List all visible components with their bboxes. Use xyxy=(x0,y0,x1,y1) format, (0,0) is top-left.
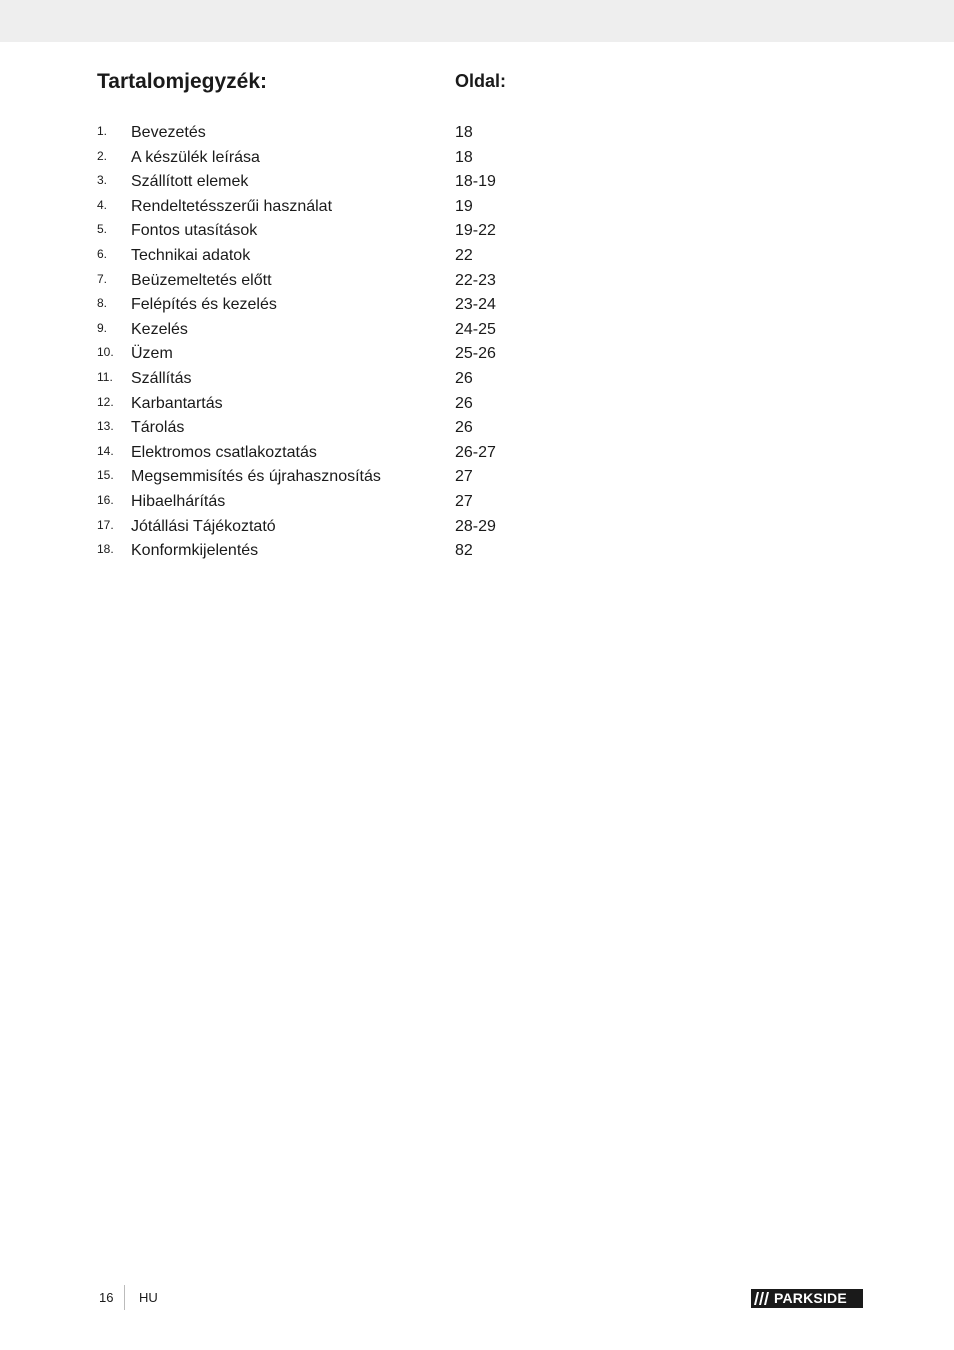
page-column-header: Oldal: xyxy=(455,71,507,91)
footer-divider xyxy=(124,1285,125,1310)
toc-row xyxy=(97,269,657,294)
toc-row xyxy=(97,342,657,367)
toc-page: 26 xyxy=(455,419,473,437)
toc-label: Kezelés xyxy=(131,320,188,338)
toc-row xyxy=(97,515,657,540)
toc-number: 14. xyxy=(97,443,114,458)
toc-label: Üzem xyxy=(131,345,173,363)
toc-number: 12. xyxy=(97,394,114,409)
toc-number: 6. xyxy=(97,246,108,261)
toc-number: 2. xyxy=(97,148,108,163)
toc-number: 3. xyxy=(97,173,108,188)
toc-row xyxy=(97,219,657,244)
footer-page-number: 16 xyxy=(99,1290,114,1305)
toc-row xyxy=(97,195,657,220)
toc-number: 16. xyxy=(97,492,114,507)
toc-label: Karbantartás xyxy=(131,394,223,412)
footer-language: HU xyxy=(139,1290,158,1305)
parkside-logo xyxy=(751,1289,863,1308)
toc-label: Szállított elemek xyxy=(131,173,249,191)
toc-page: 22 xyxy=(455,246,473,264)
toc-label: Felépítés és kezelés xyxy=(131,296,277,314)
toc-list xyxy=(97,121,657,564)
toc-number: 9. xyxy=(97,320,108,335)
toc-row xyxy=(97,392,657,417)
toc-row xyxy=(97,170,657,195)
toc-page: 26 xyxy=(455,394,473,412)
toc-page: 28-29 xyxy=(455,517,496,535)
toc-page: 18 xyxy=(455,148,473,166)
toc-number: 13. xyxy=(97,419,114,434)
toc-page: 23-24 xyxy=(455,296,496,314)
toc-number: 11. xyxy=(97,369,113,384)
toc-row xyxy=(97,539,657,564)
toc-row xyxy=(97,465,657,490)
toc-page: 26-27 xyxy=(455,443,496,461)
toc-row xyxy=(97,441,657,466)
toc-label: Tárolás xyxy=(131,419,185,437)
toc-page: 25-26 xyxy=(455,345,496,363)
toc-label: Konformkijelentés xyxy=(131,542,259,560)
toc-page: 19 xyxy=(455,197,473,215)
toc-number: 5. xyxy=(97,222,108,237)
toc-page: 18 xyxy=(455,124,473,141)
toc-page: 27 xyxy=(455,492,473,510)
logo-brand-text: PARKSIDE xyxy=(774,1290,847,1306)
page-title: Tartalomjegyzék: xyxy=(97,70,267,93)
toc-label: Hibaelhárítás xyxy=(131,492,226,510)
toc-label: Beüzemeltetés előtt xyxy=(131,271,272,289)
toc-label: Jótállási Tájékoztató xyxy=(131,517,276,535)
toc-label: Bevezetés xyxy=(131,124,206,141)
toc-row xyxy=(97,318,657,343)
toc-number: 8. xyxy=(97,296,108,311)
toc-page: 22-23 xyxy=(455,271,496,289)
toc-label: Technikai adatok xyxy=(131,246,251,264)
toc-row xyxy=(97,367,657,392)
toc-number: 10. xyxy=(97,345,114,360)
toc-number: 1. xyxy=(97,124,108,138)
toc-label: Fontos utasítások xyxy=(131,222,258,240)
toc-number: 17. xyxy=(97,517,114,532)
toc-row xyxy=(97,146,657,171)
toc-label: Szállítás xyxy=(131,369,192,387)
toc-page: 19-22 xyxy=(455,222,496,240)
toc-page: 82 xyxy=(455,542,473,560)
toc-page: 26 xyxy=(455,369,473,387)
toc-page: 24-25 xyxy=(455,320,496,338)
toc-label: A készülék leírása xyxy=(131,148,260,166)
toc-page: 18-19 xyxy=(455,173,496,191)
toc-number: 7. xyxy=(97,271,108,286)
toc-page: 27 xyxy=(455,468,473,486)
toc-row xyxy=(97,244,657,269)
toc-row xyxy=(97,490,657,515)
toc-label: Megsemmisítés és újrahasznosítás xyxy=(131,468,381,486)
toc-row xyxy=(97,121,657,146)
logo-stripes-icon xyxy=(751,1289,773,1308)
toc-label: Rendeltetésszerűi használat xyxy=(131,197,333,215)
toc-number: 15. xyxy=(97,468,114,483)
toc-row xyxy=(97,293,657,318)
toc-row xyxy=(97,416,657,441)
toc-label: Elektromos csatlakoztatás xyxy=(131,443,317,461)
toc-number: 4. xyxy=(97,197,108,212)
top-band xyxy=(0,0,954,42)
toc-number: 18. xyxy=(97,542,114,557)
